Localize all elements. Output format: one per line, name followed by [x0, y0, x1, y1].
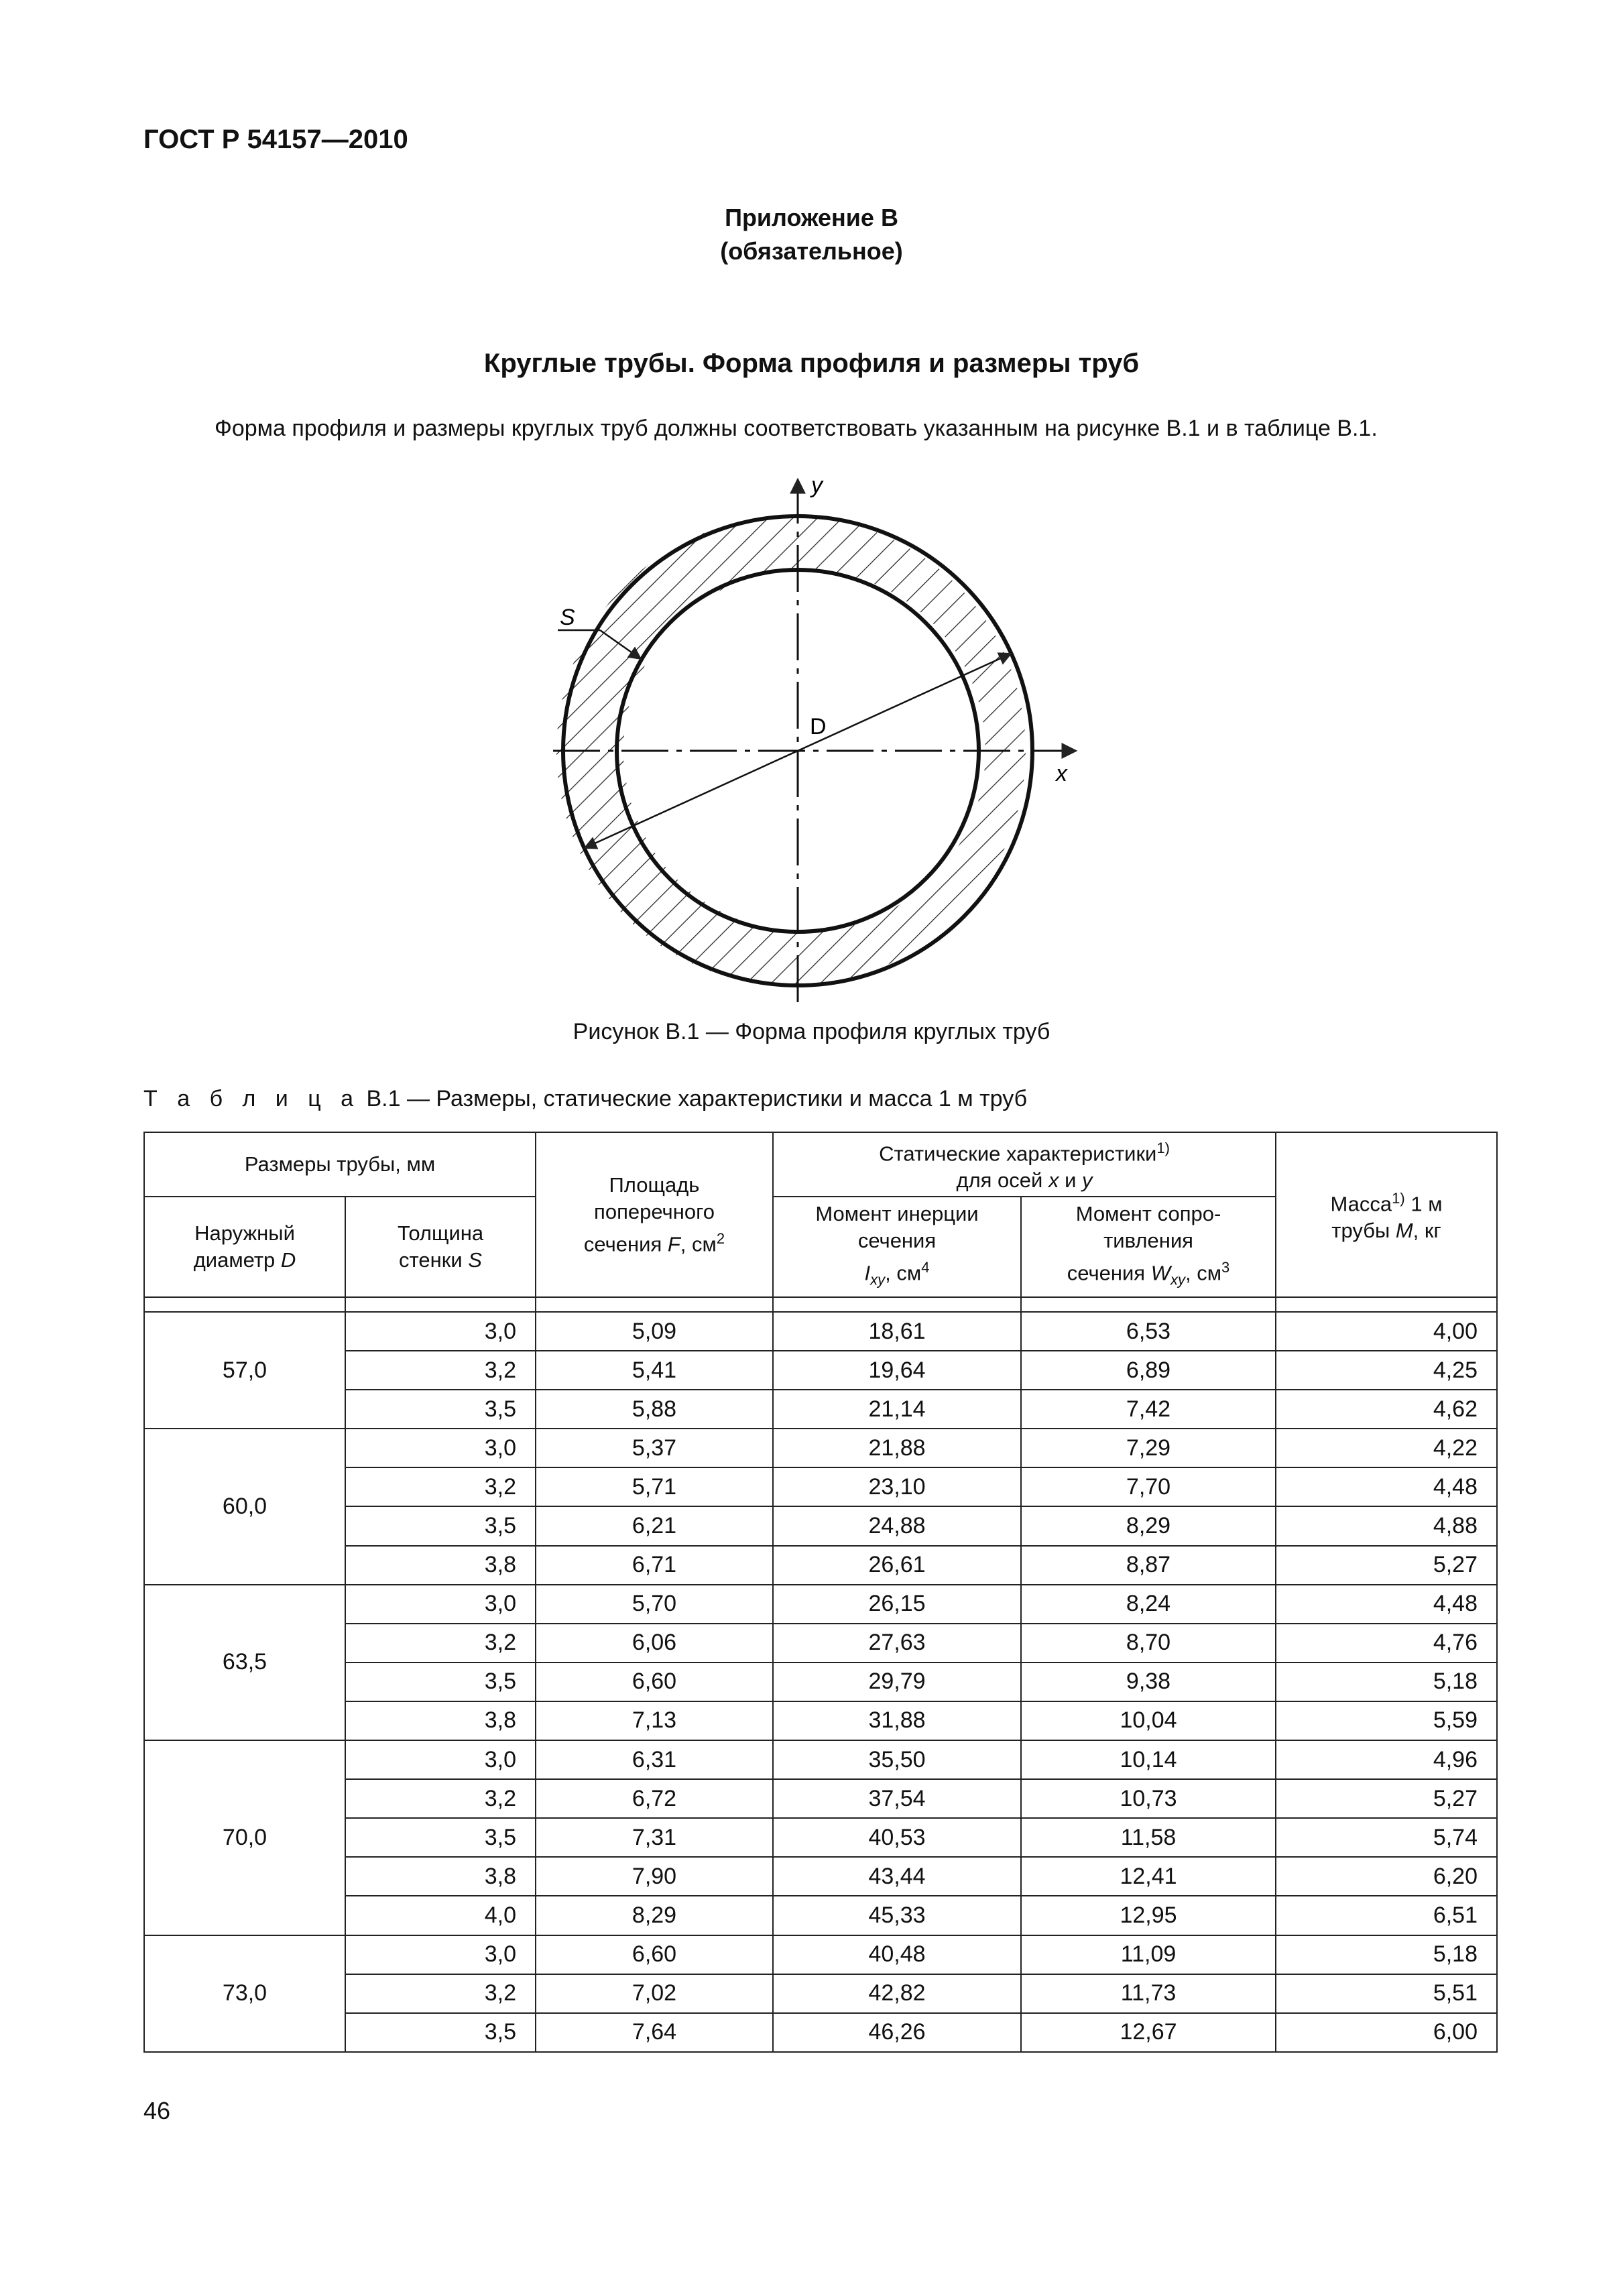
moment-of-inertia-cell: 24,88 — [773, 1506, 1021, 1545]
moment-of-inertia-cell: 35,50 — [773, 1740, 1021, 1779]
section-modulus-cell: 7,29 — [1021, 1429, 1276, 1467]
section-modulus-cell: 9,38 — [1021, 1663, 1276, 1701]
mass-cell: 5,18 — [1276, 1663, 1497, 1701]
page-number: 46 — [143, 2097, 171, 2124]
table-body — [144, 1312, 1497, 2052]
wall-thickness-cell: 3,5 — [345, 2013, 536, 2052]
mass-cell: 4,96 — [1276, 1740, 1497, 1779]
mass-cell: 5,59 — [1276, 1701, 1497, 1740]
area-cell: 5,70 — [536, 1585, 773, 1624]
mass-cell: 4,88 — [1276, 1506, 1497, 1545]
annex-title-line1: Приложение В — [725, 204, 898, 231]
wall-thickness-cell: 3,0 — [345, 1740, 536, 1779]
table-row — [144, 1701, 1497, 1740]
table-row — [144, 1506, 1497, 1545]
section-modulus-cell: 8,29 — [1021, 1506, 1276, 1545]
section-modulus-cell: 10,04 — [1021, 1701, 1276, 1740]
moment-of-inertia-cell: 27,63 — [773, 1624, 1021, 1663]
moment-of-inertia-cell: 37,54 — [773, 1779, 1021, 1818]
header-static-characteristics: Статические характеристики$^{1)}$ для осей x и y — [773, 1132, 1276, 1197]
wall-thickness-cell: 3,5 — [345, 1506, 536, 1545]
moment-of-inertia-cell: 31,88 — [773, 1701, 1021, 1740]
header-moment-of-inertia: Момент инерции сечения $I_{xy}$, $см^4$ — [773, 1197, 1021, 1297]
mass-cell: 4,62 — [1276, 1390, 1497, 1429]
x-axis-label: x — [1056, 761, 1067, 786]
table-row — [144, 1857, 1497, 1896]
area-cell: 6,60 — [536, 1935, 773, 1974]
area-cell: 5,41 — [536, 1351, 773, 1390]
area-cell: 5,88 — [536, 1390, 773, 1429]
area-cell: 7,02 — [536, 1974, 773, 2013]
outer-diameter-cell: 70,0 — [144, 1740, 345, 1935]
figure-caption: Рисунок В.1 — Форма профиля круглых труб — [573, 1019, 1050, 1044]
wall-thickness-label: S — [560, 605, 575, 630]
section-modulus-cell: 12,95 — [1021, 1896, 1276, 1935]
section-modulus-cell: 11,09 — [1021, 1935, 1276, 1974]
table-row — [144, 1390, 1497, 1429]
area-cell: 6,72 — [536, 1779, 773, 1818]
table-caption-prefix: Т а б л и ц а — [143, 1086, 361, 1111]
section-modulus-cell: 8,87 — [1021, 1546, 1276, 1585]
wall-thickness-cell: 3,2 — [345, 1974, 536, 2013]
outer-diameter-cell: 57,0 — [144, 1312, 345, 1429]
area-cell: 8,29 — [536, 1896, 773, 1935]
y-axis-label: y — [811, 476, 823, 498]
header-section-modulus: Момент сопро- тивления сечения $W_{xy}$, $см^3$ — [1021, 1197, 1276, 1297]
table-row — [144, 1935, 1497, 1974]
area-cell: 5,71 — [536, 1467, 773, 1506]
mass-cell: 4,22 — [1276, 1429, 1497, 1467]
mass-cell: 5,51 — [1276, 1974, 1497, 2013]
wall-thickness-cell: 3,0 — [345, 1312, 536, 1351]
annex-title — [0, 201, 1623, 268]
area-cell: 7,64 — [536, 2013, 773, 2052]
section-modulus-cell: 8,24 — [1021, 1585, 1276, 1624]
moment-of-inertia-cell: 23,10 — [773, 1467, 1021, 1506]
mass-cell: 5,27 — [1276, 1546, 1497, 1585]
area-cell: 6,71 — [536, 1546, 773, 1585]
wall-thickness-cell: 3,2 — [345, 1624, 536, 1663]
header-wall-thickness: Толщина стенки S — [345, 1197, 536, 1297]
moment-of-inertia-cell: 43,44 — [773, 1857, 1021, 1896]
mass-cell: 4,00 — [1276, 1312, 1497, 1351]
area-cell: 6,31 — [536, 1740, 773, 1779]
moment-of-inertia-cell: 26,15 — [773, 1585, 1021, 1624]
table-row — [144, 1974, 1497, 2013]
wall-thickness-cell: 3,2 — [345, 1467, 536, 1506]
wall-thickness-cell: 3,5 — [345, 1390, 536, 1429]
area-cell: 6,06 — [536, 1624, 773, 1663]
document-code: ГОСТ Р 54157—2010 — [143, 125, 408, 154]
section-modulus-cell: 6,89 — [1021, 1351, 1276, 1390]
wall-thickness-cell: 3,5 — [345, 1818, 536, 1857]
mass-cell: 5,27 — [1276, 1779, 1497, 1818]
moment-of-inertia-cell: 40,48 — [773, 1935, 1021, 1974]
table-row — [144, 1312, 1497, 1351]
area-cell: 7,13 — [536, 1701, 773, 1740]
mass-cell: 6,00 — [1276, 2013, 1497, 2052]
wall-thickness-cell: 3,0 — [345, 1585, 536, 1624]
area-cell: 5,09 — [536, 1312, 773, 1351]
section-modulus-cell: 11,58 — [1021, 1818, 1276, 1857]
area-cell: 6,60 — [536, 1663, 773, 1701]
table-caption-text: В.1 — Размеры, статические характеристики и масса 1 м труб — [360, 1086, 1028, 1111]
wall-thickness-cell: 3,2 — [345, 1351, 536, 1390]
mass-cell: 5,18 — [1276, 1935, 1497, 1974]
moment-of-inertia-cell: 26,61 — [773, 1546, 1021, 1585]
moment-of-inertia-cell: 19,64 — [773, 1351, 1021, 1390]
outer-diameter-cell: 63,5 — [144, 1585, 345, 1740]
wall-thickness-cell: 4,0 — [345, 1896, 536, 1935]
section-modulus-cell: 7,42 — [1021, 1390, 1276, 1429]
table-row — [144, 1818, 1497, 1857]
outer-diameter-cell: 73,0 — [144, 1935, 345, 2053]
section-modulus-cell: 11,73 — [1021, 1974, 1276, 2013]
mass-cell: 6,51 — [1276, 1896, 1497, 1935]
moment-of-inertia-cell: 21,14 — [773, 1390, 1021, 1429]
wall-thickness-cell: 3,2 — [345, 1779, 536, 1818]
table-row — [144, 1624, 1497, 1663]
wall-thickness-cell: 3,8 — [345, 1701, 536, 1740]
intro-paragraph: Форма профиля и размеры круглых труб должны соответствовать указанным на рисунке В.1 и в таблице В.1. — [215, 416, 1378, 441]
diameter-label: D — [810, 714, 827, 739]
header-area: Площадь поперечного сечения F, $см^2$ — [536, 1132, 773, 1297]
table-row — [144, 1896, 1497, 1935]
section-modulus-cell: 12,67 — [1021, 2013, 1276, 2052]
moment-of-inertia-cell: 42,82 — [773, 1974, 1021, 2013]
pipe-dimensions-table — [143, 1132, 1498, 2053]
table-row — [144, 1779, 1497, 1818]
annex-title-line2: (обязательное) — [720, 237, 903, 265]
header-pipe-size: Размеры трубы, мм — [144, 1132, 536, 1197]
moment-of-inertia-cell: 40,53 — [773, 1818, 1021, 1857]
section-modulus-cell: 12,41 — [1021, 1857, 1276, 1896]
section-modulus-cell: 10,14 — [1021, 1740, 1276, 1779]
table-row — [144, 1740, 1497, 1779]
mass-cell: 4,48 — [1276, 1585, 1497, 1624]
pipe-profile-figure — [550, 476, 1086, 1012]
header-outer-diameter: Наружный диаметр D — [144, 1197, 345, 1297]
table-caption — [143, 1086, 1027, 1112]
wall-thickness-cell: 3,5 — [345, 1663, 536, 1701]
wall-thickness-cell: 3,0 — [345, 1935, 536, 1974]
moment-of-inertia-cell: 45,33 — [773, 1896, 1021, 1935]
wall-thickness-cell: 3,8 — [345, 1546, 536, 1585]
section-title: Круглые трубы. Форма профиля и размеры труб — [483, 349, 1140, 378]
mass-cell: 6,20 — [1276, 1857, 1497, 1896]
mass-cell: 5,74 — [1276, 1818, 1497, 1857]
outer-diameter-cell: 60,0 — [144, 1429, 345, 1584]
area-cell: 5,37 — [536, 1429, 773, 1467]
table-row — [144, 1585, 1497, 1624]
moment-of-inertia-cell: 18,61 — [773, 1312, 1021, 1351]
table-row — [144, 1429, 1497, 1467]
mass-cell: 4,48 — [1276, 1467, 1497, 1506]
table-row — [144, 2013, 1497, 2052]
table-row — [144, 1663, 1497, 1701]
table-row — [144, 1546, 1497, 1585]
area-cell: 7,90 — [536, 1857, 773, 1896]
header-mass: Масса$^{1)}$ 1 м трубы M, кг — [1276, 1132, 1497, 1297]
mass-cell: 4,25 — [1276, 1351, 1497, 1390]
moment-of-inertia-cell: 29,79 — [773, 1663, 1021, 1701]
moment-of-inertia-cell: 21,88 — [773, 1429, 1021, 1467]
wall-thickness-cell: 3,8 — [345, 1857, 536, 1896]
section-modulus-cell: 8,70 — [1021, 1624, 1276, 1663]
moment-of-inertia-cell: 46,26 — [773, 2013, 1021, 2052]
mass-cell: 4,76 — [1276, 1624, 1497, 1663]
section-modulus-cell: 6,53 — [1021, 1312, 1276, 1351]
area-cell: 7,31 — [536, 1818, 773, 1857]
table-row — [144, 1351, 1497, 1390]
table-row — [144, 1467, 1497, 1506]
wall-thickness-cell: 3,0 — [345, 1429, 536, 1467]
area-cell: 6,21 — [536, 1506, 773, 1545]
section-modulus-cell: 10,73 — [1021, 1779, 1276, 1818]
section-modulus-cell: 7,70 — [1021, 1467, 1276, 1506]
